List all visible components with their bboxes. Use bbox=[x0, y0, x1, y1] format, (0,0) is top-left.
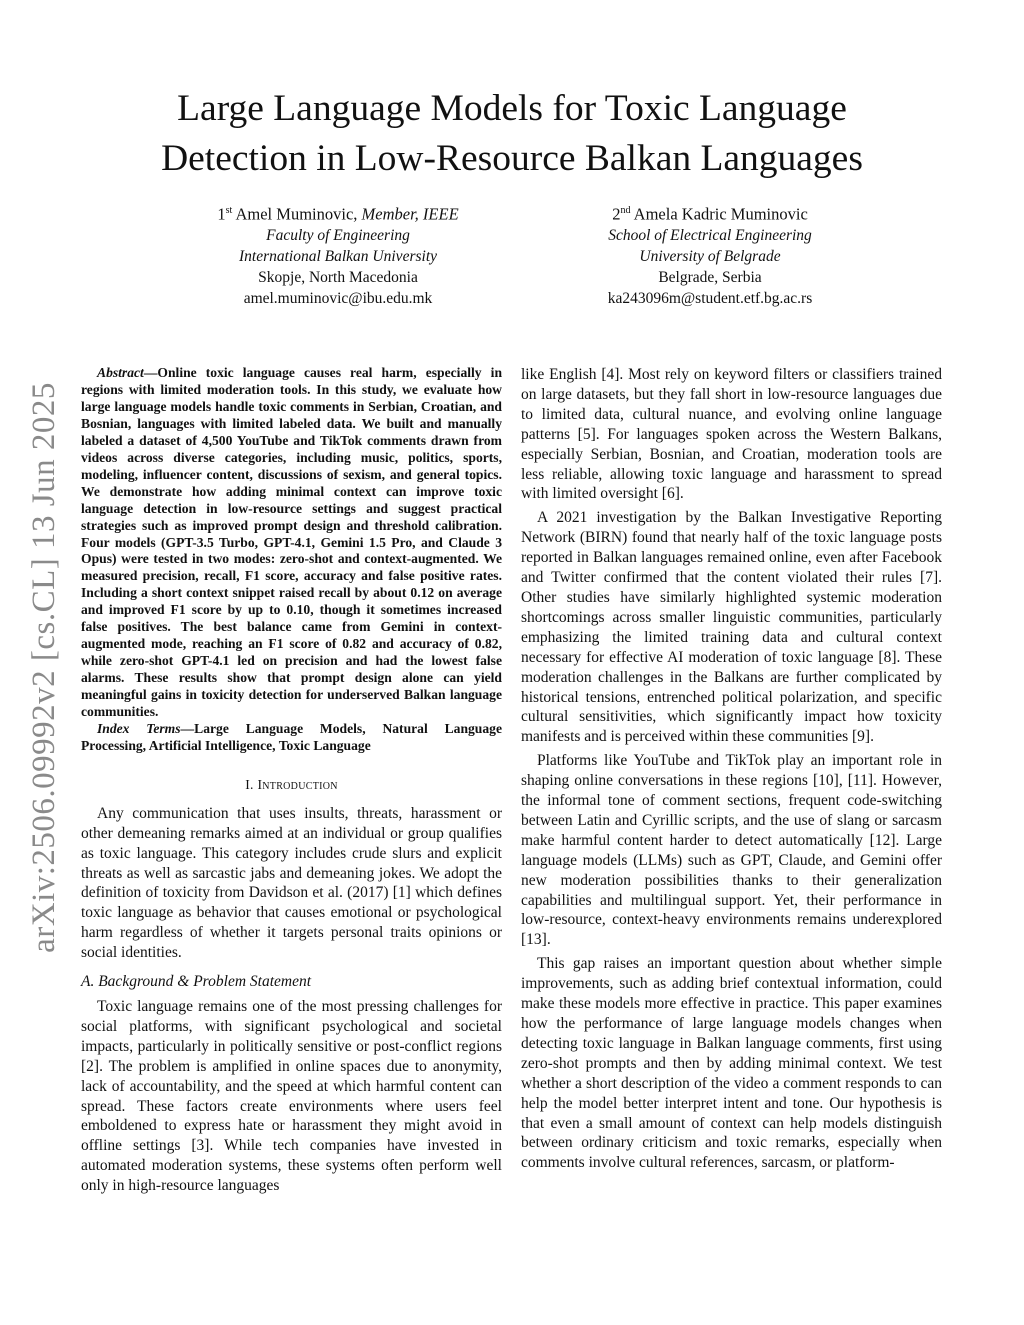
author-2-location: Belgrade, Serbia bbox=[658, 268, 762, 286]
right-paragraph-4: This gap raises an important question about whether simple improvements, such as adding brief contextual information, could make these models more effective in practice. This paper examines how the performance of large language models changes when detecting toxic language in Balkan language comments, first using zero-shot prompts and then by adding minimal context. We test whether a short description of the video a comment responds to can help the model better interpret intent and tone. Our hypothesis is that even a small amount of context can help models distinguish between ordinary criticism and toxic remarks, especially when comments involve cultural references, sarcasm, or platform- bbox=[521, 955, 942, 1172]
author-2-ordinal: 2 bbox=[612, 204, 621, 224]
arxiv-id-text: arXiv:2506.09992v2 [cs.CL] 13 Jun 2025 bbox=[25, 382, 62, 953]
author-2-ordinal-suffix: nd bbox=[620, 205, 631, 216]
section-title: Introduction bbox=[257, 776, 338, 792]
left-column bbox=[81, 365, 502, 1196]
subsection-heading-background: A. Background & Problem Statement bbox=[81, 973, 312, 991]
abstract bbox=[81, 365, 502, 721]
author-1-institution: International Balkan University bbox=[238, 247, 438, 265]
author-1-role: Member, IEEE bbox=[361, 204, 459, 224]
author-2-name-line bbox=[545, 200, 875, 225]
author-1-name: Amel Muminovic, bbox=[235, 204, 358, 224]
author-block-2 bbox=[545, 200, 875, 309]
right-paragraph-3: Platforms like YouTube and TikTok play an important role in shaping online conversations in these regions [10], [11]. However, the informal tone of comment sections, frequent code-switching between Latin and Cyrillic scripts, and the use of slang or sarcasm make harmful content harder to detect automatically [12]. Large language models (LLMs) such as GPT, Claude, and Gemini offer new moderation possibilities thanks to their generalization capabilities and multilingual support. Yet, their performance in low-resource, context-heavy environments remains underexplored [13]. bbox=[521, 752, 942, 949]
abstract-label: Abstract bbox=[97, 365, 144, 380]
author-2-dept: School of Electrical Engineering bbox=[608, 226, 812, 244]
index-terms-text: —Large Language Models, Natural Language Processing, Artificial Intelligence, Toxic Language bbox=[81, 721, 502, 753]
right-paragraph-1: like English [4]. Most rely on keyword filters or classifiers trained on large datasets, but they fall short in low-resource languages due to limited data, cultural nuance, and evolving online language patterns [5]. For languages spoken across the Western Balkans, especially Serbian, Bosnian, and Croatian, moderation tools are less reliable, allowing toxic language and harassment to spread with limited oversight [6]. bbox=[521, 366, 942, 503]
author-1-ordinal: 1 bbox=[217, 204, 226, 224]
section-number: I. bbox=[245, 776, 254, 792]
section-heading-introduction bbox=[81, 775, 502, 795]
author-1-name-line bbox=[173, 200, 503, 225]
author-1-email: amel.muminovic@ibu.edu.mk bbox=[243, 289, 433, 307]
title-line-1: Large Language Models for Toxic Language bbox=[177, 88, 847, 129]
author-2-email: ka243096m@student.etf.bg.ac.rs bbox=[607, 289, 813, 307]
index-terms-label: Index Terms bbox=[97, 721, 181, 737]
author-1-location: Skopje, North Macedonia bbox=[258, 268, 418, 286]
abstract-text: —Online toxic language causes real harm, especially in regions with limited moderation tools. In this study, we evaluate how large language models handle toxic comments in Serbian, Croatian, and Bosnian, languages with limited labeled data. We built and manually labeled a dataset of 4,500 YouTube and TikTok comments drawn from videos across diverse categories, including music, politics, sports, modeling, influencer content, discussions of sexism, and general topics. We demonstrate how adding minimal context can improve toxic language detection in low-resource settings and suggest practical strategies such as improved prompt design and threshold calibration. Four models (GPT-3.5 Turbo, GPT-4.1, Gemini 1.5 Pro, and Claude 3 Opus) were tested in two modes: zero-shot and context-augmented. We measured precision, recall, F1 score, accuracy and false positive rates. Including a short context snippet raised recall by about 0.12 on average and improved F1 score by up to 0.10, though it sometimes increased false positives. The best balance came from Gemini in context-augmented mode, reaching an F1 score of 0.82 and accuracy of 0.82, while zero-shot GPT-4.1 led on precision and had the lowest false alarms. These results show that prompt design alone can yield meaningful gains in toxicity detection for underserved Balkan language communities. bbox=[81, 365, 502, 720]
author-1-ordinal-suffix: st bbox=[225, 205, 233, 216]
arxiv-watermark bbox=[16, 375, 72, 960]
paper-title bbox=[80, 84, 944, 184]
title-line-2: Detection in Low-Resource Balkan Languages bbox=[161, 138, 863, 179]
background-paragraph-1: Toxic language remains one of the most pressing challenges for social platforms, with significant psychological and societal impacts, particularly in politically sensitive or post-conflict regions [2]. The problem is amplified in online spaces due to anonymity, lack of accountability, and the speed at which harmful content can spread. These factors create environments where users feel emboldened to express hate or harassment they might avoid in offline settings [3]. While tech companies have invested in automated moderation systems, these systems often perform well only in high-resource languages bbox=[81, 997, 502, 1195]
author-1-dept: Faculty of Engineering bbox=[266, 226, 410, 244]
author-block-1 bbox=[173, 200, 503, 309]
right-column bbox=[521, 365, 942, 1173]
intro-paragraph-1: Any communication that uses insults, threats, harassment or other demeaning remarks aimed at an individual or group qualifies as toxic language. This category includes crude slurs and explicit threats as well as sarcastic jabs and demeaning jokes. We adopt the definition of toxicity from Davidson et al. (2017) [1] which defines toxic language as behavior that causes emotional or psychological harm regardless of whether it targets personal traits opinions or social identities. bbox=[81, 804, 502, 962]
index-terms bbox=[81, 721, 502, 755]
author-2-name: Amela Kadric Muminovic bbox=[633, 204, 808, 224]
author-2-institution: University of Belgrade bbox=[639, 247, 781, 265]
right-paragraph-2: A 2021 investigation by the Balkan Investigative Reporting Network (BIRN) found that nearly half of the toxic language posts reported in Balkan languages remained online, even after Facebook and Twitter confirmed that the content violated their rules [7]. Other studies have similarly highlighted systemic moderation shortcomings across smaller linguistic communities, particularly emphasizing the limited training data and cultural context necessary for effective AI moderation of toxic language [8]. These moderation challenges in the Balkans are further complicated by historical tensions, entrenched political polarization, and specific cultural sensitivities, which significantly impact how toxicity manifests and is perceived within these communities [9]. bbox=[521, 509, 942, 746]
